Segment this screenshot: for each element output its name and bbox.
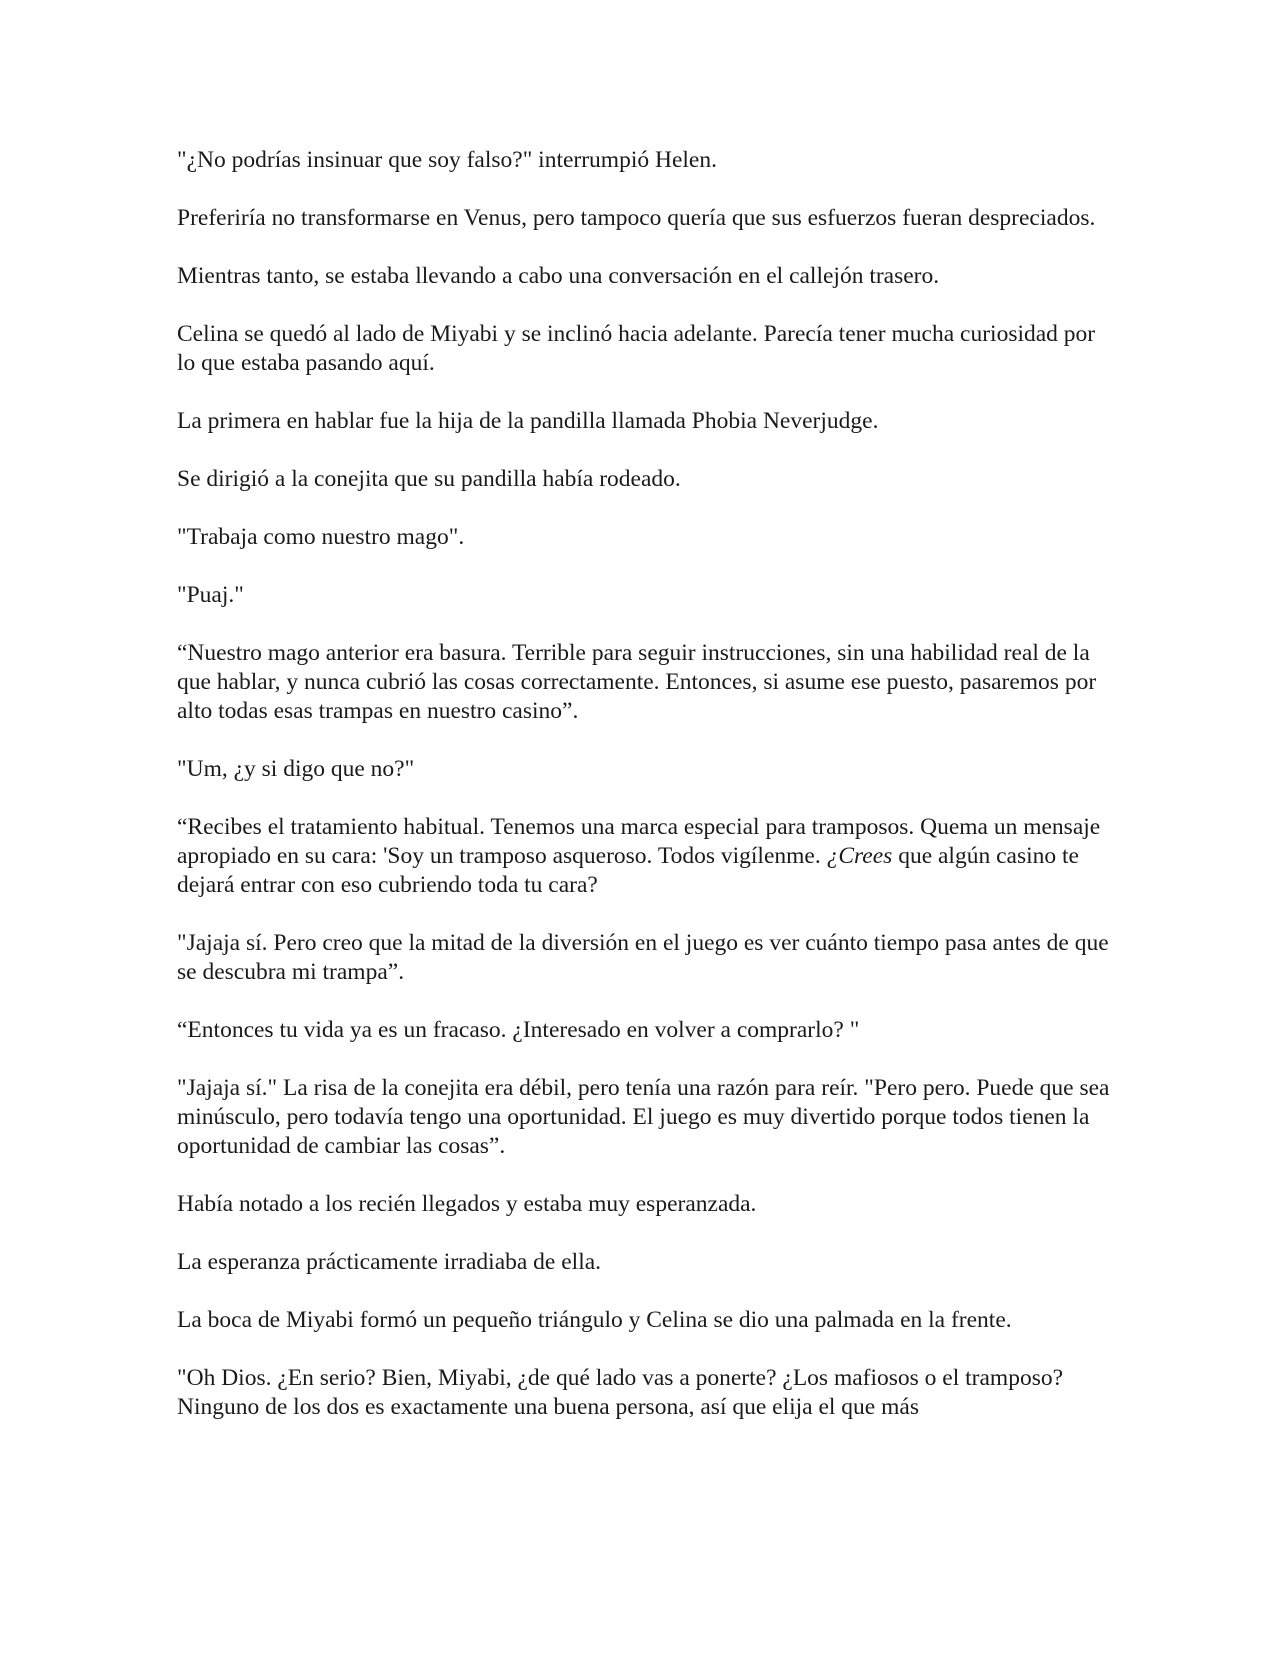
paragraph-11-before: “Recibes el tratamiento habitual. Tenemos una marca especial para tramposos. Quema un mensaje apropiado en su cara: 'Soy un tramposo asqueroso. Todos vigílenme. xyxy=(177,814,1101,869)
paragraph-8: "Puaj." xyxy=(177,582,244,608)
paragraph-13: “Entonces tu vida ya es un fracaso. ¿Interesado en volver a comprarlo? " xyxy=(177,1017,860,1043)
paragraph-16: La esperanza prácticamente irradiaba de ella. xyxy=(177,1249,602,1275)
paragraph-15: Había notado a los recién llegados y estaba muy esperanzada. xyxy=(177,1191,757,1217)
paragraph-14: "Jajaja sí." La risa de la conejita era débil, pero tenía una razón para reír. "Pero pero. Puede que sea minúsculo, pero todavía tengo una oportunidad. El juego es muy divertido porque todos tienen la oportunidad de cambiar las cosas”. xyxy=(177,1075,1110,1159)
paragraph-2: Preferiría no transformarse en Venus, pero tampoco quería que sus esfuerzos fueran despreciados. xyxy=(177,205,1096,231)
paragraph-17: La boca de Miyabi formó un pequeño triángulo y Celina se dio una palmada en la frente. xyxy=(177,1307,1012,1333)
paragraph-3: Mientras tanto, se estaba llevando a cabo una conversación en el callejón trasero. xyxy=(177,263,940,289)
paragraph-7: "Trabaja como nuestro mago". xyxy=(177,524,465,550)
paragraph-6: Se dirigió a la conejita que su pandilla había rodeado. xyxy=(177,466,681,492)
paragraph-18: "Oh Dios. ¿En serio? Bien, Miyabi, ¿de qué lado vas a ponerte? ¿Los mafiosos o el tramposo? Ninguno de los dos es exactamente una buena persona, así que elija el que más xyxy=(177,1365,1064,1420)
paragraph-10: "Um, ¿y si digo que no?" xyxy=(177,756,415,782)
paragraph-5: La primera en hablar fue la hija de la pandilla llamada Phobia Neverjudge. xyxy=(177,408,879,434)
paragraph-12: "Jajaja sí. Pero creo que la mitad de la diversión en el juego es ver cuánto tiempo pasa antes de que se descubra mi trampa”. xyxy=(177,930,1109,985)
paragraph-1: "¿No podrías insinuar que soy falso?" interrumpió Helen. xyxy=(177,147,717,173)
paragraph-9: “Nuestro mago anterior era basura. Terrible para seguir instrucciones, sin una habilidad real de la que hablar, y nunca cubrió las cosas correctamente. Entonces, si asume ese puesto, pasaremos por alto todas esas trampas en nuestro casino”. xyxy=(177,640,1097,724)
paragraph-11 xyxy=(177,813,1117,900)
paragraph-11-after: que algún casino te dejará entrar con eso cubriendo toda tu cara? xyxy=(177,843,1079,898)
paragraph-11-emphasis: ¿Crees xyxy=(826,843,893,869)
paragraph-4: Celina se quedó al lado de Miyabi y se inclinó hacia adelante. Parecía tener mucha curiosidad por lo que estaba pasando aquí. xyxy=(177,321,1096,376)
